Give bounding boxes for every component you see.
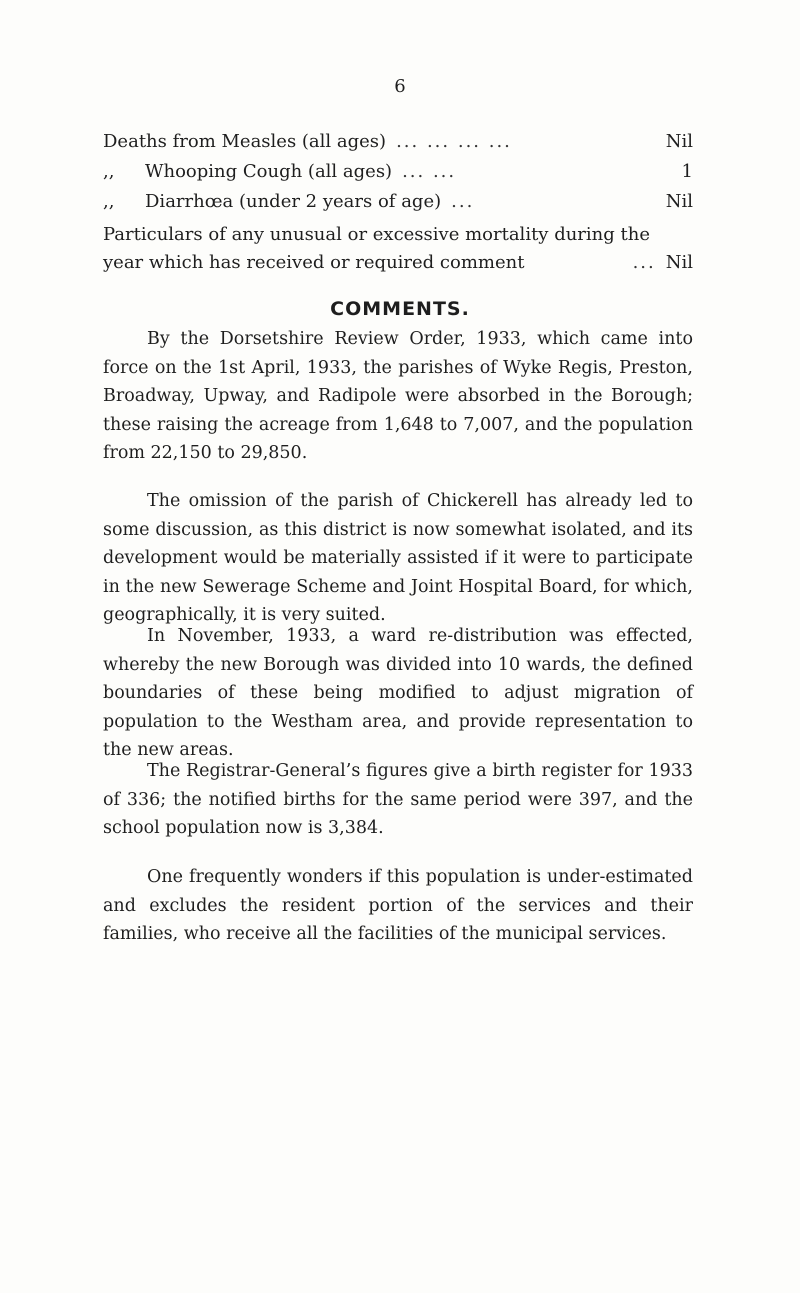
- deaths-row-value: 1: [681, 161, 693, 182]
- particulars-text: year which has received or required comment: [103, 252, 525, 273]
- deaths-row-whooping-cough: [103, 157, 693, 187]
- dot-leader: ...: [451, 191, 475, 212]
- page-number: 6: [394, 76, 406, 97]
- deaths-table: [103, 127, 693, 217]
- section-heading: COMMENTS.: [330, 298, 470, 320]
- particulars-line-2: [103, 249, 693, 277]
- comment-paragraph: The omission of the parish of Chickerell has already led to some discussion, as this district is now somewhat isolated, and its development would be materially assisted if it were to participate in the new Sewerage Scheme and Joint Hospital Board, for which, geographically, it is very suited.: [103, 491, 693, 625]
- particulars-line-1: Particulars of any unusual or excessive mortality during the: [103, 224, 650, 245]
- comment-paragraph: By the Dorsetshire Review Order, 1933, which came into force on the 1st April, 1933, the parishes of Wyke Regis, Preston, Broadway, Upway, and Radipole were absorbed in the Borough; these raising the acreage from 1,648 to 7,007, and the population from 22,150 to 29,850.: [103, 329, 693, 463]
- particulars-value: Nil: [665, 252, 693, 273]
- comment-paragraph: In November, 1933, a ward re-distribution was effected, whereby the new Borough was divided into 10 wards, the defined boundaries of these being modified to adjust migration of population to the Westham area, and provide representation to the new areas.: [103, 626, 693, 760]
- ditto-mark: ,,: [103, 161, 115, 182]
- comment-paragraph: One frequently wonders if this population is under-estimated and excludes the resident portion of the services and their families, who receive all the facilities of the municipal services.: [103, 867, 693, 944]
- deaths-row-label: Deaths from Measles (all ages): [103, 131, 387, 152]
- deaths-row-label: Whooping Cough (all ages): [145, 161, 393, 182]
- dot-leader: ... ...: [402, 161, 457, 182]
- particulars-entry: [103, 221, 693, 277]
- deaths-row-value: Nil: [665, 191, 693, 212]
- deaths-row-diarrhoea: [103, 187, 693, 217]
- ditto-mark: ,,: [103, 191, 115, 212]
- dot-leader: ...: [632, 252, 656, 273]
- deaths-row-value: Nil: [665, 131, 693, 152]
- comment-paragraph: The Registrar-General’s figures give a birth register for 1933 of 336; the notified births for the same period were 397, and the school population now is 3,384.: [103, 761, 693, 838]
- dot-leader: ... ... ... ...: [396, 131, 512, 152]
- deaths-row-label: Diarrhœa (under 2 years of age): [145, 191, 442, 212]
- deaths-row-measles: [103, 127, 693, 157]
